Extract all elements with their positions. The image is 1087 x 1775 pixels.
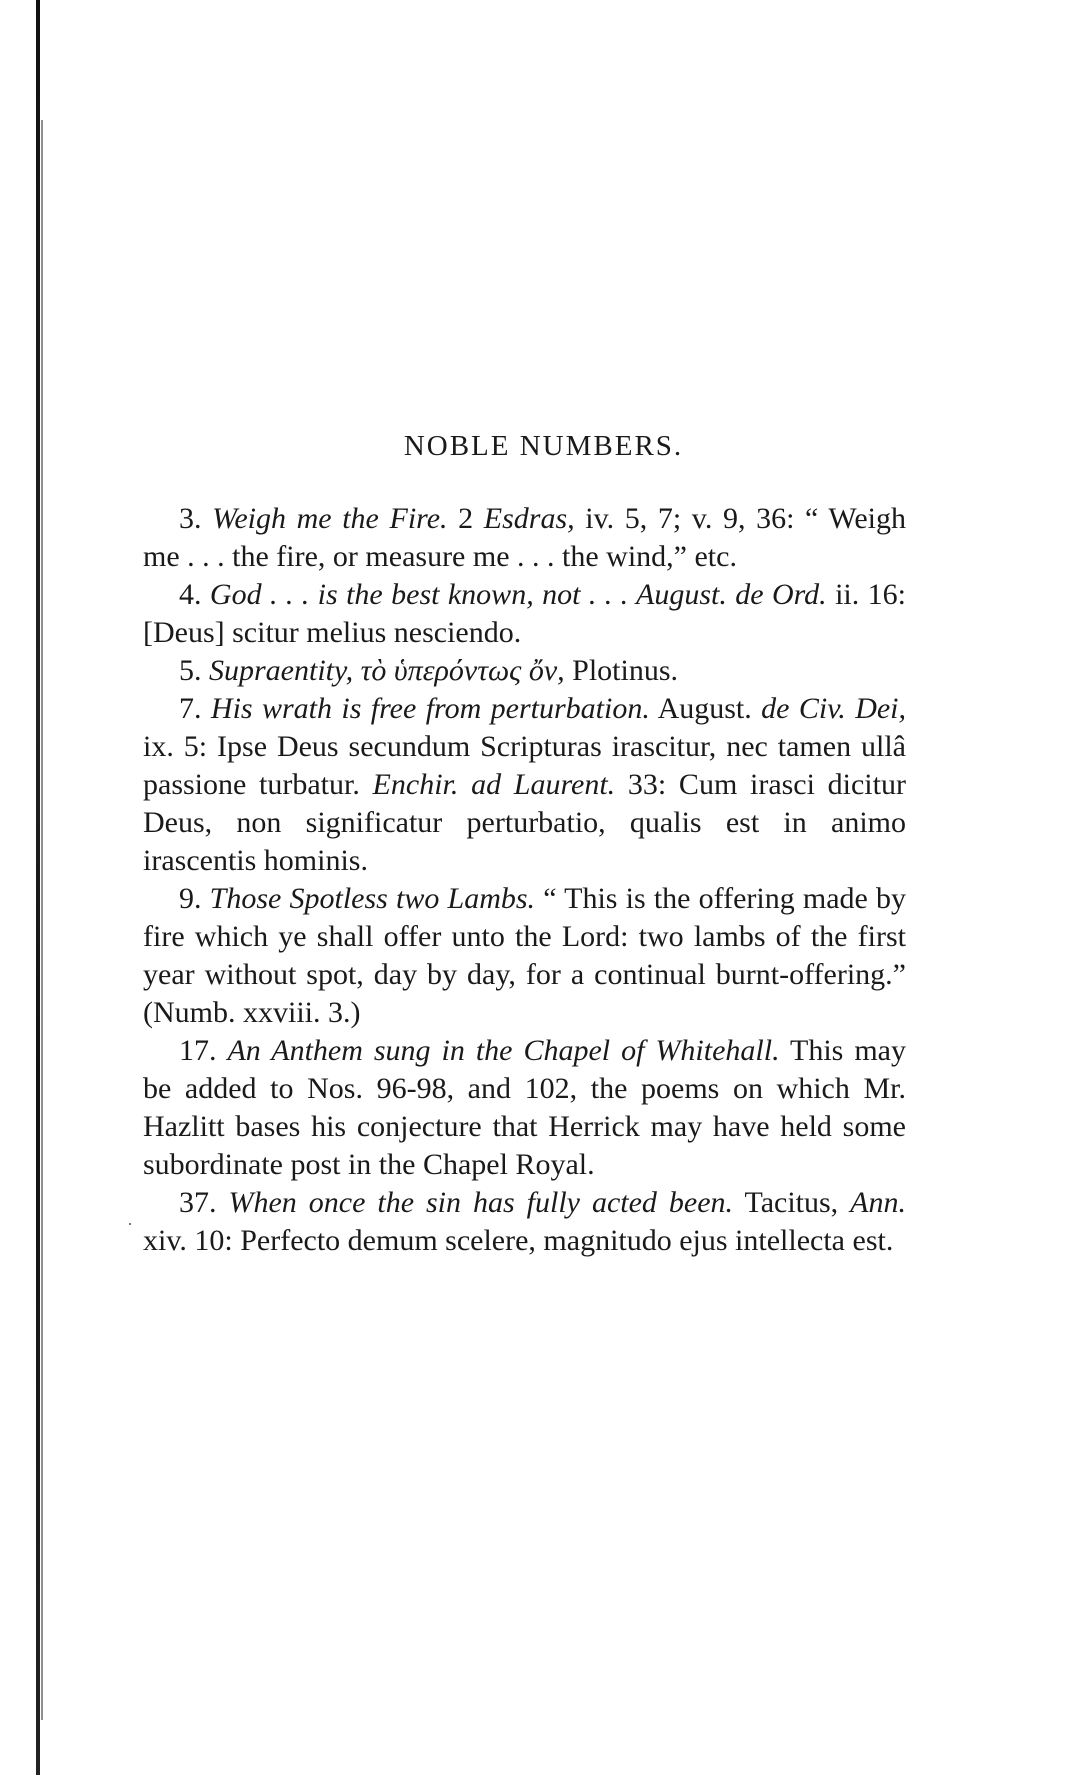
page-binding-edge xyxy=(36,0,40,1775)
note-paragraph xyxy=(143,880,906,1032)
note-number: 4. xyxy=(179,578,202,611)
note-title-italic: Esdras, xyxy=(483,502,575,535)
note-text: August. xyxy=(649,692,762,725)
note-number: 37. xyxy=(179,1186,217,1219)
note-title-italic: de Civ. Dei, xyxy=(761,692,907,725)
page-heading: NOBLE NUMBERS. xyxy=(403,430,684,462)
note-text: ii. 16: [Deus] scitur melius nesciendo. xyxy=(143,578,906,649)
note-text: xiv. 10: Perfecto demum scelere, magnitudo ejus intellecta est. xyxy=(143,1224,894,1257)
note-text: This may be added to Nos. 96-98, and 102, the poems on which Mr. Hazlitt bases his conjecture that Herrick may have held some subordinate post in the Chapel Royal. xyxy=(143,1034,906,1181)
note-number: 7. xyxy=(179,692,202,725)
note-text: Tacitus, xyxy=(733,1186,851,1219)
note-text: Plotinus. xyxy=(564,654,679,687)
note-text: ix. 5: Ipse Deus secundum Scripturas irascitur, nec tamen ullâ passione turbatur. xyxy=(143,730,906,801)
note-number: 17. xyxy=(179,1034,217,1067)
note-paragraph xyxy=(143,500,906,576)
note-number: 5. xyxy=(179,654,202,687)
note-paragraph xyxy=(143,576,906,652)
note-title-italic: His wrath is free from perturbation. xyxy=(210,692,650,725)
paper-speck xyxy=(129,1223,131,1225)
note-title-italic: God . . . is the best known, not . . . August. de Ord. xyxy=(209,578,827,611)
note-title-italic: Those Spotless two Lambs. xyxy=(209,882,536,915)
note-title-italic: An Anthem sung in the Chapel of Whitehall. xyxy=(227,1034,780,1067)
note-paragraph xyxy=(143,690,906,880)
note-paragraph xyxy=(143,652,906,690)
note-paragraph xyxy=(143,1184,906,1260)
note-title-italic: Weigh me the Fire. xyxy=(212,502,448,535)
note-paragraph xyxy=(143,1032,906,1184)
note-title-italic: Ann. xyxy=(850,1186,906,1219)
note-number: 9. xyxy=(179,882,202,915)
note-number: 3. xyxy=(179,502,202,535)
note-title-italic: When once the sin has fully acted been. xyxy=(228,1186,734,1219)
note-text: 33: Cum irasci dicitur Deus, non significatur perturbatio, qualis est in animo irascentis hominis. xyxy=(143,768,906,877)
notes-list xyxy=(143,500,906,1260)
note-text: “ This is the offering made by fire which ye shall offer unto the Lord: two lambs of the first year without spot, day by day, for a continual burnt-offering.” (Numb. xxviii. 3.) xyxy=(143,882,906,1029)
note-title-italic: Enchir. ad Laurent. xyxy=(372,768,616,801)
note-title-italic: Supraentity, τὸ ὑπερόντως ὄν, xyxy=(209,654,565,687)
note-text: 2 xyxy=(447,502,484,535)
page-binding-shadow xyxy=(41,120,43,1720)
note-text: iv. 5, 7; v. 9, 36: “ Weigh me . . . the fire, or measure me . . . the wind,” etc. xyxy=(143,502,906,573)
